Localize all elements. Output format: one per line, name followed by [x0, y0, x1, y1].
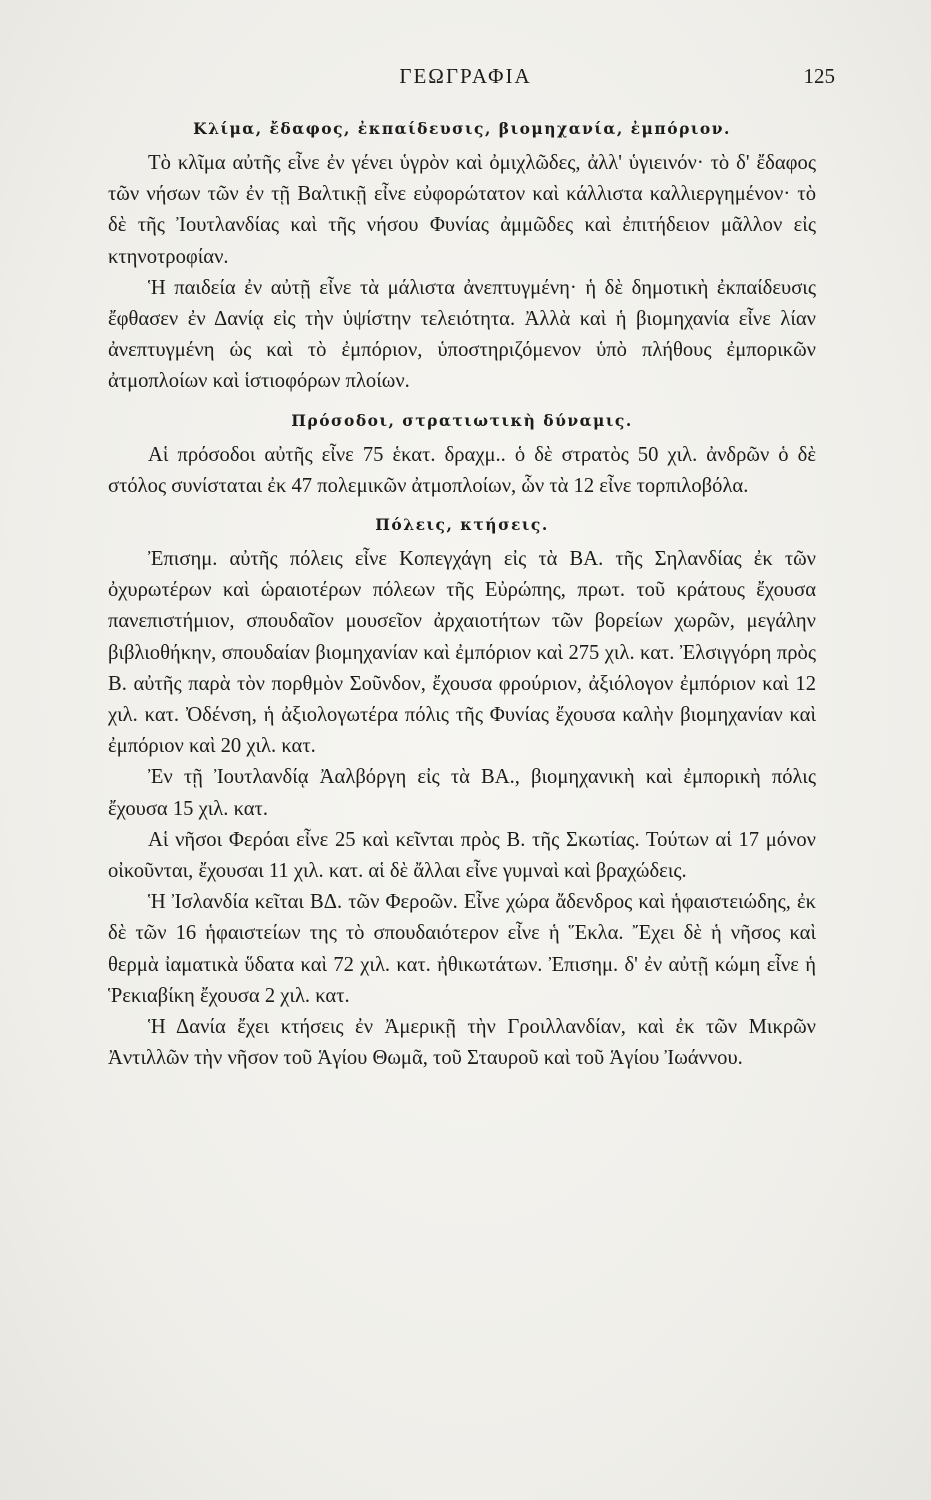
paragraph-colonies: Ἡ Δανία ἔχει κτήσεις ἐν Ἀμερικῇ τὴν Γροιλλανδίαν, καὶ ἐκ τῶν Μικρῶν Ἀντιλλῶν τὴν νῆσον τοῦ Ἁγίου Θωμᾶ, τοῦ Σταυροῦ καὶ τοῦ Ἁγίου Ἰωάννου. [108, 1016, 816, 1070]
paragraph-faroe: Αἱ νῆσοι Φερόαι εἶνε 25 καὶ κεῖνται πρὸς Β. τῆς Σκωτίας. Τούτων αἱ 17 μόνον οἰκοῦνται, ἔχουσαι 11 χιλ. κατ. αἱ δὲ ἄλλαι εἶνε γυμναὶ καὶ βραχώδεις. [108, 828, 816, 883]
paragraph-cities: Ἐπισημ. αὐτῆς πόλεις εἶνε Κοπεγχάγη εἰς τὰ ΒΑ. τῆς Σηλανδίας ἐκ τῶν ὀχυρωτέρων καὶ ὡραιοτέρων πόλεων τῆς Εὐρώπης, πρωτ. τοῦ κράτους ἔχουσα πανεπιστήμιον, σπουδαῖον μουσεῖον ἀρχαιοτήτων τῶν βορείων χωρῶν, μεγάλην βιβλιοθήκην, σπουδαίαν βιομηχανίαν καὶ ἐμπόριον καὶ 275 χιλ. κατ. Ἐλσιγγόρη πρὸς Β. αὐτῆς παρὰ τὸν πορθμὸν Σοῦνδον, ἔχουσα φρούριον, ἀξιόλογον ἐμπόριον καὶ 12 χιλ. κατ. Ὀδένση, ἡ ἀξιολογωτέρα πόλις τῆς Φυνίας ἔχουσα καλὴν βιομηχανίαν καὶ ἐμπόριον καὶ 20 χιλ. κατ. [108, 548, 816, 758]
paragraph-jutland: Ἐν τῇ Ἰουτλανδίᾳ Ἀαλβόργη εἰς τὰ ΒΑ., βιομηχανικὴ καὶ ἐμπορικὴ πόλις ἔχουσα 15 χιλ. κατ. [108, 766, 816, 820]
paragraph-iceland: Ἡ Ἰσλανδία κεῖται ΒΔ. τῶν Φεροῶν. Εἶνε χώρα ἄδενδρος καὶ ἡφαιστειώδης, ἐκ δὲ τῶν 16 ἡφαιστείων της τὸ σπουδαιότερον εἶνε ἡ Ἕκλα. Ἔχει δὲ ἡ νῆσος καὶ θερμὰ ἰαματικὰ ὕδατα καὶ 72 χιλ. κατ. ἠθικωτάτων. Ἐπισημ. δ' ἐν αὐτῇ κώμη εἶνε ἡ Ῥεκιαβίκη ἔχουσα 2 χιλ. κατ. [108, 891, 816, 1007]
running-head: ΓΕΩΓΡΑΦΙΑ [399, 64, 532, 88]
paragraph-revenue: Αἱ πρόσοδοι αὐτῆς εἶνε 75 ἑκατ. δραχμ.. ὁ δὲ στρατὸς 50 χιλ. ἀνδρῶν ὁ δὲ στόλος συνίσταται ἐκ 47 πολεμικῶν ἀτμοπλοίων, ὧν τὰ 12 εἶνε τορπιλοβόλα. [108, 443, 816, 497]
page-number: 125 [803, 64, 835, 88]
paragraph-education: Ἡ παιδεία ἐν αὐτῇ εἶνε τὰ μάλιστα ἀνεπτυγμένη· ἡ δὲ δημοτικὴ ἐκπαίδευσις ἔφθασεν ἐν Δανίᾳ εἰς τὴν ὑψίστην τελειότητα. Ἀλλὰ καὶ ἡ βιομηχανία εἶνε λίαν ἀνεπτυγμένη ὡς καὶ τὸ ἐμπόριον, ὑποστηριζόμενον ὑπὸ πλήθους ἐμπορικῶν ἀτμοπλοίων καὶ ἱστιοφόρων πλοίων. [108, 276, 816, 393]
section-heading-revenue: Πρόσοδοι, στρατιωτικὴ δύναμις. [291, 410, 633, 430]
page-body [108, 112, 816, 1074]
paragraph-climate: Τὸ κλῖμα αὐτῆς εἶνε ἐν γένει ὑγρὸν καὶ ὀμιχλῶδες, ἀλλ' ὑγιεινόν· τὸ δ' ἔδαφος τῶν νήσων τῶν ἐν τῇ Βαλτικῇ εἶνε εὐφορώτατον καὶ κάλλιστα καλλιεργημένον· τὸ δὲ τῆς Ἰουτλανδίας καὶ τῆς νήσου Φυνίας ἀμμῶδες καὶ ἐπιτήδειον μᾶλλον εἰς κτηνοτροφίαν. [108, 152, 816, 268]
section-heading-cities: Πόλεις, κτήσεις. [375, 515, 549, 535]
section-heading-climate: Κλίμα, ἔδαφος, ἐκπαίδευσις, βιομηχανία, ἐμπόριον. [193, 119, 731, 138]
page-header [110, 60, 835, 100]
